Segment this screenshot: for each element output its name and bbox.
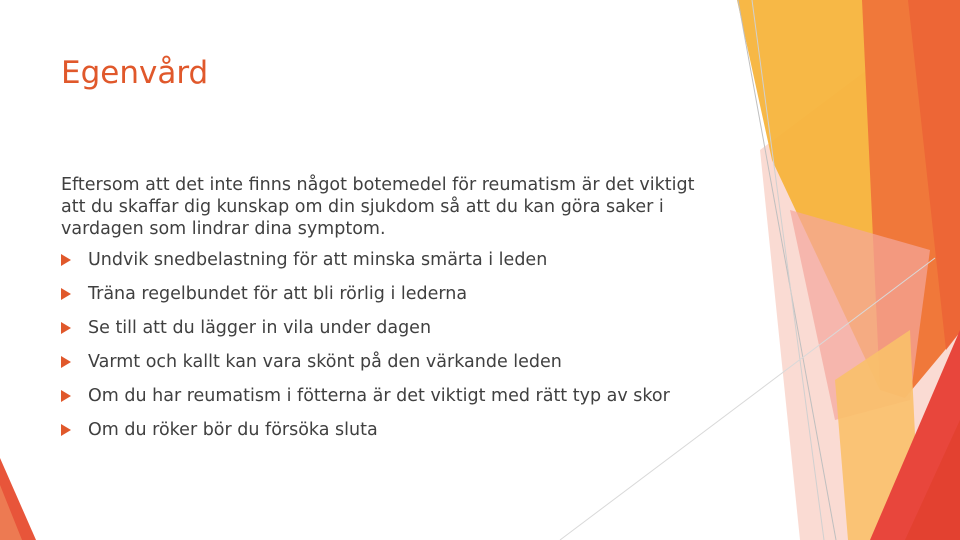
list-item bbox=[61, 249, 721, 271]
list-item-text: Varmt och kallt kan vara skönt på den värkande leden bbox=[88, 352, 562, 372]
list-item-text: Om du röker bör du försöka sluta bbox=[88, 420, 378, 440]
list-item-text: Undvik snedbelastning för att minska smärta i leden bbox=[88, 250, 548, 270]
bullet-list bbox=[61, 249, 721, 441]
triangle-bullet-icon bbox=[61, 322, 71, 334]
intro-paragraph: Eftersom att det inte finns något botemedel för reumatism är det viktigt att du skaffar dig kunskap om din sjukdom så att du kan göra saker i vardagen som lindrar dina symptom. bbox=[61, 175, 695, 239]
list-item bbox=[61, 317, 721, 339]
list-item-text: Om du har reumatism i fötterna är det viktigt med rätt typ av skor bbox=[88, 386, 670, 406]
triangle-bullet-icon bbox=[61, 356, 71, 368]
triangle-bullet-icon bbox=[61, 288, 71, 300]
triangle-bullet-icon bbox=[61, 424, 71, 436]
list-item bbox=[61, 385, 721, 407]
slide-content bbox=[61, 174, 721, 453]
triangle-bullet-icon bbox=[61, 254, 71, 266]
triangle-bullet-icon bbox=[61, 390, 71, 402]
list-item bbox=[61, 283, 721, 305]
list-item-text: Träna regelbundet för att bli rörlig i lederna bbox=[88, 284, 468, 304]
slide-title: Egenvård bbox=[61, 55, 209, 91]
list-item bbox=[61, 351, 721, 373]
list-item-text: Se till att du lägger in vila under dagen bbox=[88, 318, 432, 338]
list-item bbox=[61, 419, 721, 441]
